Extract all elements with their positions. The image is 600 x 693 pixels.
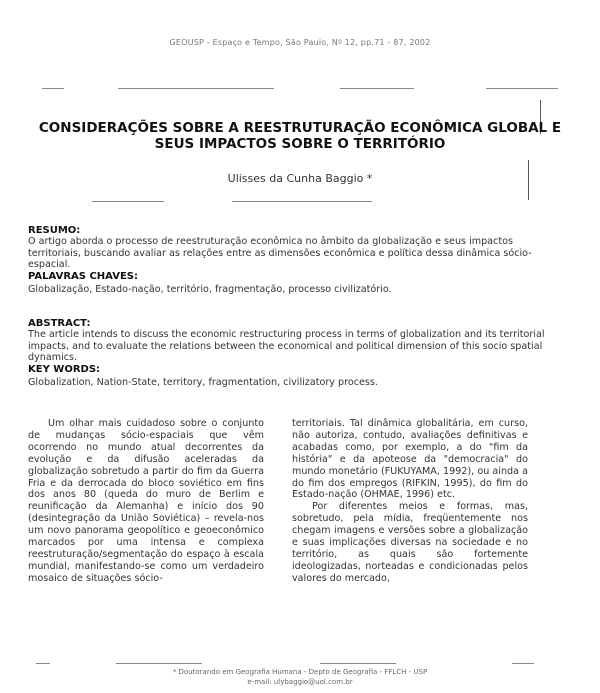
abstract-heading: ABSTRACT: [28, 318, 91, 329]
body-left-column [28, 418, 264, 585]
abstract-section [28, 318, 548, 388]
resumo-text: O artigo aborda o processo de reestruturação econômica no âmbito da globalização e seus impactos territoriais, buscando avaliar as relações entre as dimensões econômica e política dessa dinâmica sócio-espacial. [28, 236, 532, 271]
key-words-heading: KEY WORDS: [28, 363, 101, 375]
abstract-text: The article intends to discuss the economic restructuring process in terms of globalization and its territorial impacts, and to evaluate the relations between the economical and political dimension of this socio spatial dynamics. [28, 329, 545, 364]
footer-rule [36, 663, 50, 664]
article-title-line1: CONSIDERAÇÕES SOBRE A REESTRUTURAÇÃO ECONÔMICA GLOBAL E [38, 120, 562, 136]
palavras-chaves-heading: PALAVRAS CHAVES: [28, 270, 138, 282]
palavras-chaves-text: Globalização, Estado-nação, território, fragmentação, processo civilizatório. [28, 283, 392, 295]
footnote-email: e-mail: ulybaggio@uol.com.br [247, 678, 353, 686]
footer-rule [512, 663, 534, 664]
header-rule [486, 88, 558, 89]
header-rule [118, 88, 274, 89]
footer-rule [116, 663, 202, 664]
body-paragraph: Um olhar mais cuidadoso sobre o conjunto de mudanças sócio-espaciais que vêm ocorrendo no mundo atual decorrentes da evolução e da difusão aceleradas da globalização sobretudo a partir do fim da Guerra Fria e da derrocada do bloco soviético em fins dos anos 80 (queda do muro de Berlim e reunificação da Alemanha) e início dos 90 (desintegração da União Soviética) – revela-nos um novo panorama geopolítico e geoeconômico marcados por uma intensa e complexa reestruturação/segmentação do espaço à escala mundial, manifestando-se como um verdadeiro mosaico de situações sócio- [28, 418, 264, 584]
article-author: Ulisses da Cunha Baggio * [227, 172, 373, 185]
running-header: GEOUSP - Espaço e Tempo, São Paulo, Nº 12, pp.71 - 87, 2002 [169, 38, 431, 47]
author-rule [92, 201, 164, 202]
key-words-text: Globalization, Nation-State, territory, fragmentation, civilizatory process. [28, 376, 378, 388]
resumo-heading: RESUMO: [28, 225, 81, 236]
footnote-affiliation: * Doutorando em Geografia Humana - Depto de Geografia - FFLCH - USP [172, 668, 428, 676]
header-rule [340, 88, 414, 89]
body-paragraph: territoriais. Tal dinâmica globalitária, em curso, não autoriza, contudo, avaliações definitivas e acabadas como, por exemplo, a do "fim da história" e da apoteose da "democracia" do mundo monetário (FUKUYAMA, 1992), ou ainda a do fim dos empregos (RIFKIN, 1995), do fim do Estado-nação (OHMAE, 1996) etc. [292, 418, 528, 501]
footer-rule [320, 663, 396, 664]
body-paragraph: Por diferentes meios e formas, mas, sobretudo, pela mídia, freqüentemente nos chegam imagens e versões sobre a globalização e suas implicações diversas na sociedade e no território, as quais são fortemente ideologizadas, norteadas e condicionadas pelos valores do mercado, [292, 501, 528, 584]
resumo-section [28, 225, 548, 295]
body-right-column [292, 418, 528, 585]
article-title [20, 120, 580, 152]
header-rule [42, 88, 64, 89]
author-rule [232, 201, 372, 202]
article-title-line2: SEUS IMPACTOS SOBRE O TERRITÓRIO [154, 136, 446, 152]
